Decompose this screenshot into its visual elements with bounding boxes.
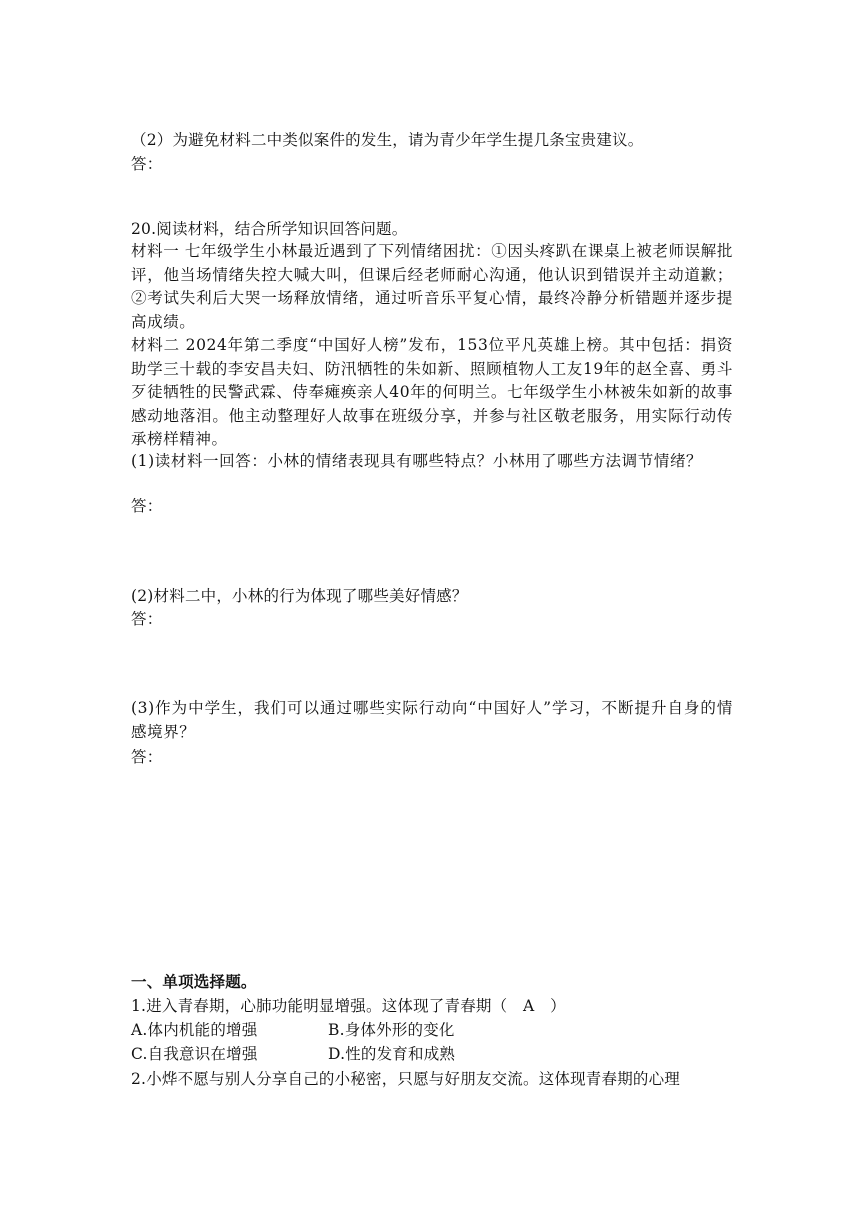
q1-option-b: B.身体外形的变化 <box>328 1021 455 1039</box>
q20-subquestion-2: (2)材料二中，小林的行为体现了哪些美好情感？ <box>131 587 468 605</box>
q1-option-a: A.体内机能的增强 <box>131 1021 258 1039</box>
q20-material-2: 材料二 2024年第二季度“中国好人榜”发布，153位平凡英雄上榜。其中包括：捐资助学三十载的李安昌夫妇、防汛牺牲的朱如新、照顾植物人工友19年的赵全喜、勇斗歹徒牺牲的民警武霖、侍奉瘫痪亲人40年的何明兰。七年级学生小林被朱如新的故事感动地落泪。他主动整理好人故事在班级分享，并参与社区敬老服务，用实际行动传承榜样精神。 <box>131 336 733 448</box>
document-page <box>131 0 733 1216</box>
q1-option-d: D.性的发育和成熟 <box>328 1045 456 1063</box>
q20-sub1-answer-label: 答： <box>131 497 163 515</box>
answer-key-section-title: 一、单项选择题。 <box>131 972 257 991</box>
q19-answer-label: 答： <box>131 155 163 173</box>
q20-sub2-answer-label: 答： <box>131 610 163 628</box>
q20-subquestion-1: (1)读材料一回答：小林的情绪表现具有哪些特点？小林用了哪些方法调节情绪？ <box>131 452 703 470</box>
q20-sub3-answer-label: 答： <box>131 748 163 766</box>
answer-key-q2-stem: 2.小烨不愿与别人分享自己的小秘密，只愿与好朋友交流。这体现青春期的心理 <box>131 1070 680 1088</box>
answer-key-q1-stem: 1.进入青春期，心肺功能明显增强。这体现了青春期（ A ） <box>131 997 566 1015</box>
q20-subquestion-3: (3)作为中学生，我们可以通过哪些实际行动向“中国好人”学习，不断提升自身的情感境界？ <box>131 699 733 741</box>
q20-title: 20.阅读材料，结合所学知识回答问题。 <box>131 220 408 238</box>
q19-subquestion-2: （2）为避免材料二中类似案件的发生，请为青少年学生提几条宝贵建议。 <box>131 131 644 149</box>
q1-option-c: C.自我意识在增强 <box>131 1045 258 1063</box>
q20-material-1: 材料一 七年级学生小林最近遇到了下列情绪困扰：①因头疼趴在课桌上被老师误解批评，他当场情绪失控大喊大叫，但课后经老师耐心沟通，他认识到错误并主动道歉；②考试失利后大哭一场释放情绪，通过听音乐平复心情，最终冷静分析错题并逐步提高成绩。 <box>131 242 733 331</box>
